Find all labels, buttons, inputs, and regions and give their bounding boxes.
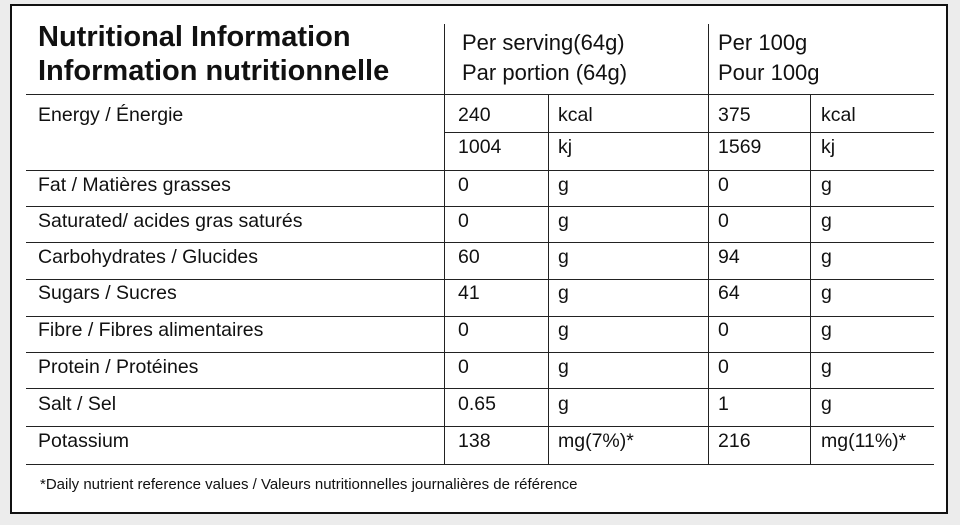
row-divider [26, 388, 934, 389]
per-serving-english: Per serving(64g) [462, 30, 625, 55]
column-divider [810, 94, 811, 464]
per-serving-unit: g [558, 174, 569, 196]
per-serving-unit: kcal [558, 104, 593, 126]
per-serving-unit: g [558, 319, 569, 341]
per-serving-header [462, 28, 627, 88]
per-serving-unit: g [558, 356, 569, 378]
per-100g-unit: g [821, 356, 832, 378]
nutrient-name: Fibre / Fibres alimentaires [38, 319, 264, 341]
per-serving-value: 1004 [458, 136, 502, 158]
nutrient-name: Energy / Énergie [38, 104, 184, 126]
row-divider [26, 206, 934, 207]
row-divider [26, 352, 934, 353]
per-100g-value: 1569 [718, 136, 762, 158]
per-serving-unit: g [558, 210, 569, 232]
per-serving-unit: kj [558, 136, 573, 158]
column-divider [708, 24, 709, 464]
row-divider [26, 94, 934, 95]
row-divider [26, 316, 934, 317]
per-serving-value: 0 [458, 356, 469, 378]
per-100g-value: 0 [718, 174, 729, 196]
per-serving-unit: g [558, 246, 569, 268]
per-serving-value: 0.65 [458, 393, 496, 415]
per-serving-value: 0 [458, 319, 469, 341]
per-100g-unit: g [821, 319, 832, 341]
title-english: Nutritional Information [38, 21, 351, 53]
per-100g-value: 375 [718, 104, 751, 126]
per-100g-value: 0 [718, 210, 729, 232]
nutrient-name: Carbohydrates / Glucides [38, 246, 259, 268]
per-100g-unit: kj [821, 136, 836, 158]
per-100g-unit: g [821, 393, 832, 415]
per-100g-value: 64 [718, 282, 740, 304]
per-100g-unit: kcal [821, 104, 856, 126]
per-serving-unit: g [558, 282, 569, 304]
row-divider [26, 464, 934, 465]
nutrient-name: Salt / Sel [38, 393, 117, 415]
per-100g-unit: g [821, 210, 832, 232]
row-divider [26, 242, 934, 243]
per-100g-unit: mg(11%)* [821, 430, 907, 452]
per-serving-value: 0 [458, 210, 469, 232]
label-title [38, 20, 389, 88]
row-divider [444, 132, 934, 133]
per-100g-french: Pour 100g [718, 60, 820, 85]
nutrient-name: Potassium [38, 430, 130, 452]
per-100g-value: 1 [718, 393, 729, 415]
row-divider [26, 170, 934, 171]
nutrition-label [10, 4, 948, 514]
column-divider [548, 94, 549, 464]
per-serving-value: 138 [458, 430, 491, 452]
nutrient-name: Sugars / Sucres [38, 282, 177, 304]
per-serving-value: 60 [458, 246, 480, 268]
per-100g-header [718, 28, 820, 88]
per-100g-value: 94 [718, 246, 740, 268]
nutrient-name: Saturated/ acides gras saturés [38, 210, 303, 232]
per-serving-value: 240 [458, 104, 491, 126]
title-french: Information nutritionnelle [38, 55, 390, 87]
row-divider [26, 426, 934, 427]
per-serving-unit: g [558, 393, 569, 415]
per-100g-english: Per 100g [718, 30, 808, 55]
column-divider [444, 24, 445, 464]
per-100g-value: 216 [718, 430, 751, 452]
nutrient-name: Fat / Matières grasses [38, 174, 231, 196]
per-100g-unit: g [821, 246, 832, 268]
row-divider [26, 279, 934, 280]
per-serving-value: 0 [458, 174, 469, 196]
per-serving-unit: mg(7%)* [558, 430, 634, 452]
per-100g-unit: g [821, 174, 832, 196]
per-serving-french: Par portion (64g) [462, 60, 628, 85]
per-serving-value: 41 [458, 282, 480, 304]
per-100g-value: 0 [718, 356, 729, 378]
nutrient-name: Protein / Protéines [38, 356, 199, 378]
footnote: *Daily nutrient reference values / Valeurs nutritionnelles journalières de référence [40, 476, 578, 493]
per-100g-unit: g [821, 282, 832, 304]
per-100g-value: 0 [718, 319, 729, 341]
